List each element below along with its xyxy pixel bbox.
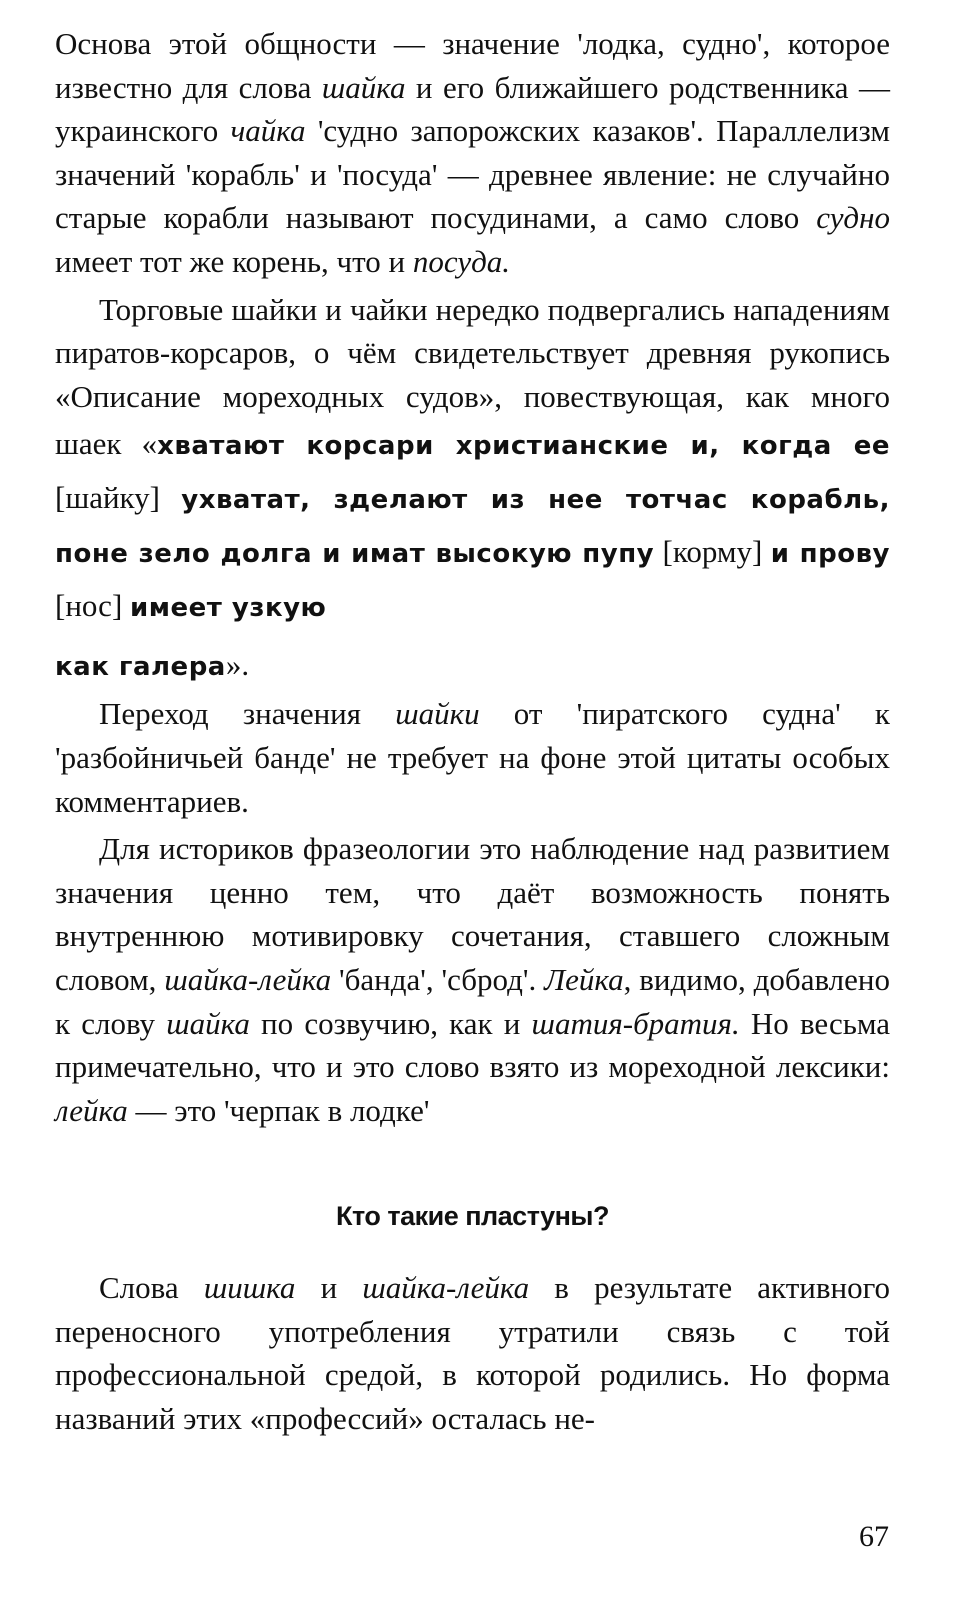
italic-term: чайка bbox=[230, 113, 306, 149]
text-span: , видимо, добавлено к слову bbox=[55, 961, 890, 1041]
text-span: Слова bbox=[99, 1270, 204, 1306]
editor-gloss: [корму] bbox=[654, 534, 771, 570]
paragraph-5 bbox=[55, 1266, 890, 1440]
text-span: Переход значения bbox=[99, 696, 396, 732]
text-span: имеет тот же корень, что и bbox=[55, 243, 413, 279]
italic-term: лейка bbox=[55, 1092, 128, 1128]
italic-term: шайка-лейка bbox=[164, 961, 332, 997]
italic-term: шайка-лейка bbox=[362, 1270, 530, 1306]
paragraph-1 bbox=[55, 22, 890, 284]
italic-term: посуда. bbox=[412, 243, 511, 279]
text-span: Торговые шайки и чайки нередко подвергались нападениям пиратов-корсаров, о чём свидетельствует древняя рукопись «Описание мореходных судов», повествующая, как много шаек « bbox=[55, 291, 890, 462]
text-span: Но весьма примечательно, что и это слово взято из мореходной лексики: bbox=[55, 1005, 891, 1085]
church-slavonic-quote: имеет узкую bbox=[130, 593, 327, 624]
text-span: ». bbox=[225, 647, 250, 683]
book-page bbox=[55, 22, 890, 1441]
paragraph-3 bbox=[55, 692, 890, 823]
text-span: и bbox=[295, 1270, 363, 1306]
text-span: Основа этой общности — значение 'лодка, судно', которое известно для слова bbox=[55, 26, 890, 105]
text-span: и его ближайшего родственника — украинского bbox=[55, 69, 890, 149]
section-heading: Кто такие пластуны? bbox=[336, 1201, 609, 1232]
italic-term: шатия-братия. bbox=[531, 1005, 740, 1041]
text-span: Для историков фразеологии это наблюдение над развитием значения ценно тем, что даёт возможность понять внутреннюю мотивировку сочетания, ставшего сложным словом, bbox=[55, 831, 890, 997]
church-slavonic-quote: ухватат, зделают из нее тотчас корабль, поне зело долга и имат высокую пупу bbox=[55, 485, 890, 570]
page-number: 67 bbox=[859, 1520, 889, 1553]
paragraph-2 bbox=[55, 288, 890, 635]
church-slavonic-quote: хватают корсари христианские и, когда ее bbox=[157, 431, 891, 462]
editor-gloss: [нос] bbox=[55, 588, 131, 624]
italic-term: шишка bbox=[203, 1270, 296, 1306]
italic-term: судно bbox=[816, 200, 890, 236]
italic-term: шайки bbox=[395, 696, 480, 732]
text-span: в результате активного переносного употребления утратили связь с той профессиональной средой, в которой родились. Но форма названий этих «профессий» осталась не- bbox=[55, 1270, 891, 1437]
paragraph-2-tail bbox=[55, 640, 890, 692]
text-span: 'банда', 'сброд'. bbox=[331, 961, 545, 997]
church-slavonic-quote: и прову bbox=[770, 539, 891, 570]
italic-term: шайка bbox=[321, 69, 406, 105]
text-span: от 'пиратского судна' к 'разбойничьей банде' не требует на фоне этой цитаты особых комментариев. bbox=[55, 696, 890, 819]
editor-gloss: [шайку] bbox=[55, 480, 182, 516]
paragraph-4 bbox=[55, 827, 890, 1132]
italic-term: Лейка bbox=[544, 961, 624, 997]
text-span: — это 'черпак в лодке' bbox=[127, 1092, 430, 1128]
text-span: 'судно запорожских казаков'. Параллелизм значений 'корабль' и 'посуда' — древнее явление: не случайно старые корабли называют посудинами, а само слово bbox=[55, 113, 890, 236]
church-slavonic-quote: как галера bbox=[55, 652, 226, 683]
text-span: по созвучию, как и bbox=[249, 1005, 532, 1041]
italic-term: шайка bbox=[166, 1005, 250, 1041]
